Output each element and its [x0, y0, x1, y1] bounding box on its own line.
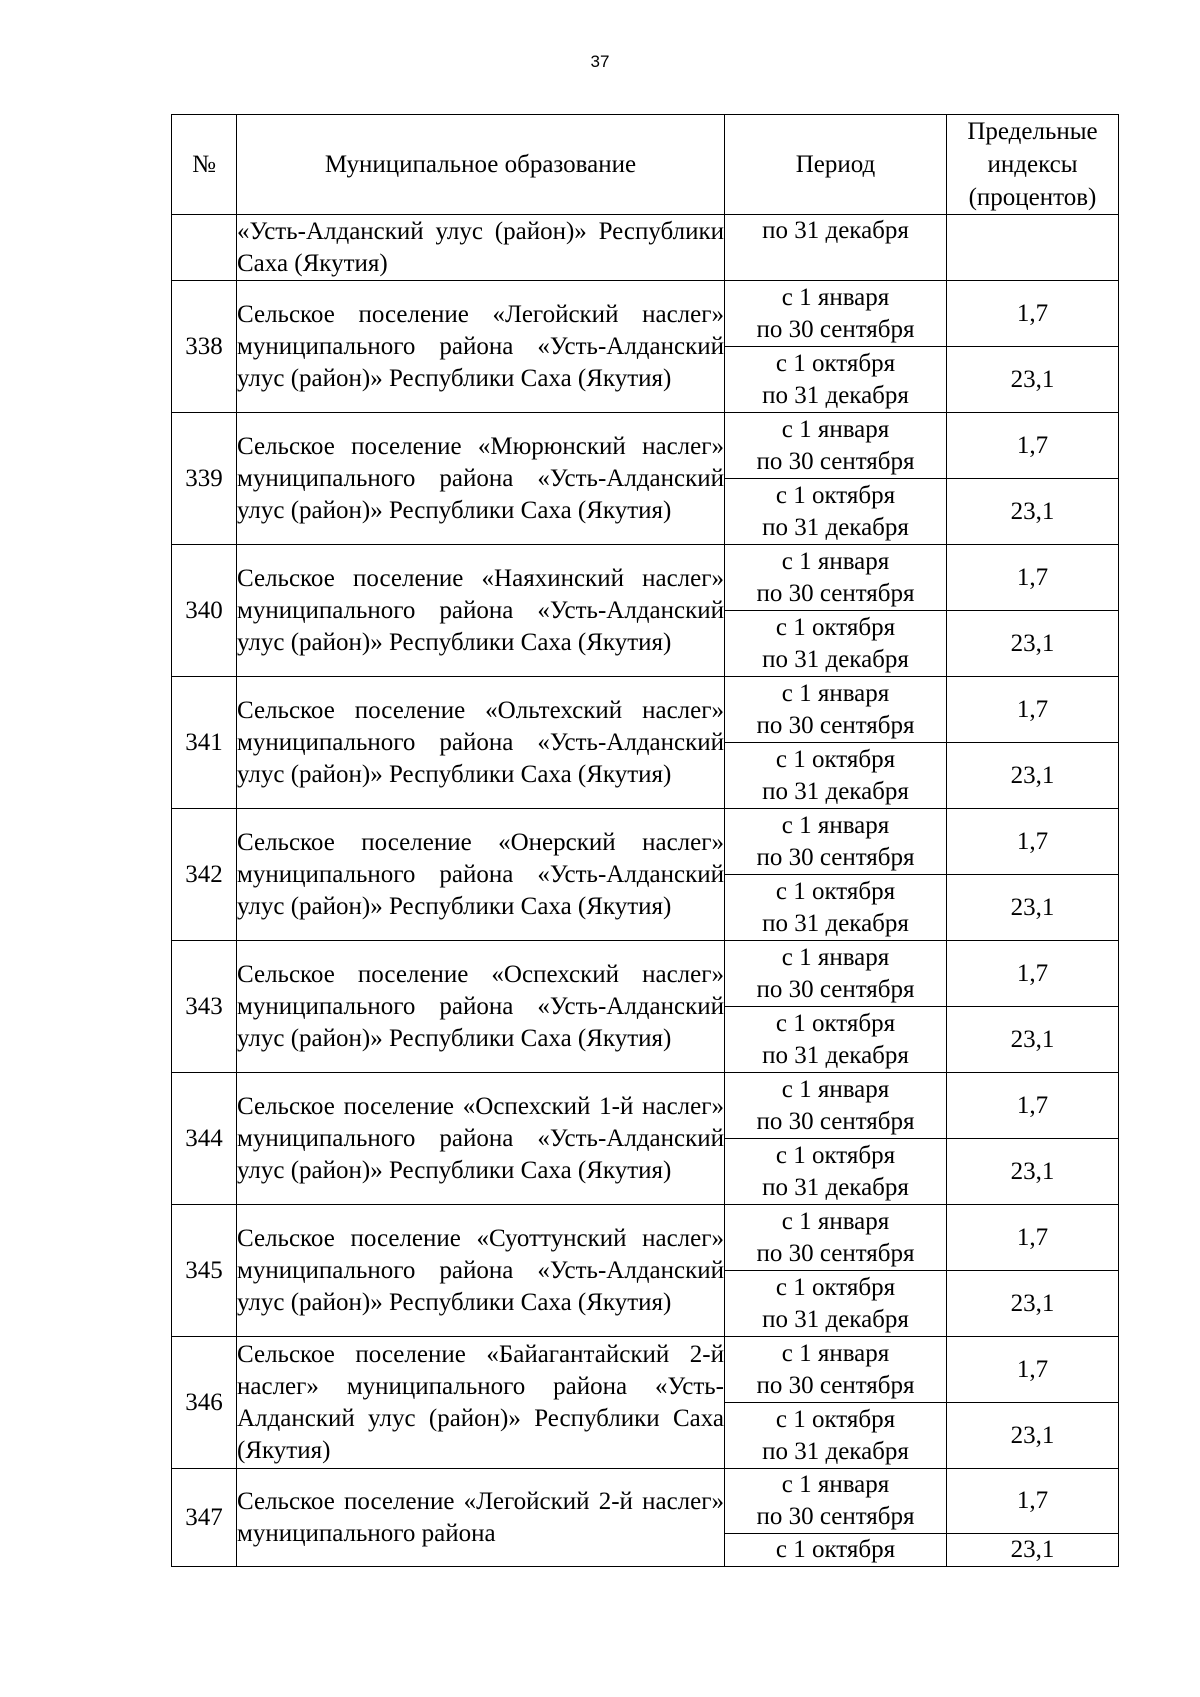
period-to: по 30 сентября	[756, 711, 915, 739]
period-to: по 30 сентября	[756, 1239, 915, 1267]
header-index-line: (процентов)	[968, 184, 1097, 211]
continuation-name-cell: «Усть-Алданский улус (район)» Республики Саха (Якутия)	[237, 215, 725, 281]
row-number-cell: 344	[172, 1073, 237, 1205]
row-municipality-cell: Сельское поселение «Онерский наслег» муниципального района «Усть-Алданский улус (район)» Республики Саха (Якутия)	[237, 809, 725, 941]
period-from: с 1 января	[781, 1339, 890, 1367]
row-municipality-cell: Сельское поселение «Мюрюнский наслег» муниципального района «Усть-Алданский улус (район)» Республики Саха (Якутия)	[237, 413, 725, 545]
continuation-period-cell: по 31 декабря	[725, 215, 947, 281]
table-row	[172, 545, 1119, 611]
period-from: с 1 октября	[775, 877, 896, 905]
period-to: по 31 декабря	[762, 1173, 909, 1201]
row-number-cell: 339	[172, 413, 237, 545]
period-to: по 31 декабря	[762, 1437, 909, 1465]
period-to: по 30 сентября	[756, 843, 915, 871]
period-from: с 1 января	[781, 811, 890, 839]
tariff-index-table	[171, 114, 1119, 1567]
row-municipality-cell: Сельское поселение «Байагантайский 2-й наслег» муниципального района «Усть-Алданский улус (район)» Республики Саха (Якутия)	[237, 1337, 725, 1469]
period-to: по 30 сентября	[756, 579, 915, 607]
row-period-cell	[725, 347, 947, 413]
row-index-cell: 1,7	[947, 677, 1119, 743]
period-from: с 1 октября	[775, 1405, 896, 1433]
period-from: с 1 января	[781, 283, 890, 311]
table-row	[172, 413, 1119, 479]
period-to: по 31 декабря	[762, 1305, 909, 1333]
row-period-cell	[725, 743, 947, 809]
row-index-cell: 23,1	[947, 347, 1119, 413]
table-row	[172, 281, 1119, 347]
row-period-cell	[725, 1073, 947, 1139]
row-index-cell: 23,1	[947, 479, 1119, 545]
row-period-cell	[725, 1007, 947, 1073]
row-index-cell: 1,7	[947, 1205, 1119, 1271]
continuation-number-cell	[172, 215, 237, 281]
row-index-cell: 23,1	[947, 611, 1119, 677]
row-period-cell	[725, 809, 947, 875]
row-index-cell: 1,7	[947, 1337, 1119, 1403]
row-index-cell: 1,7	[947, 809, 1119, 875]
row-number-cell: 345	[172, 1205, 237, 1337]
row-index-cell: 1,7	[947, 281, 1119, 347]
page-number: 37	[590, 52, 610, 71]
row-period-cell	[725, 1139, 947, 1205]
row-period-cell	[725, 875, 947, 941]
header-number: №	[172, 115, 237, 215]
table-row	[172, 1469, 1119, 1534]
row-number-cell: 341	[172, 677, 237, 809]
row-number-cell: 343	[172, 941, 237, 1073]
row-index-cell: 1,7	[947, 1073, 1119, 1139]
header-municipality: Муниципальное образование	[237, 115, 725, 215]
row-period-cell	[725, 479, 947, 545]
header-index-line: Предельные	[967, 118, 1098, 145]
period-to: по 30 сентября	[756, 1107, 915, 1135]
period-to: по 30 сентября	[756, 1503, 915, 1530]
header-index-line: индексы	[987, 151, 1078, 178]
row-index-cell: 23,1	[947, 1139, 1119, 1205]
row-index-cell: 23,1	[947, 1534, 1119, 1567]
row-period-cell	[725, 611, 947, 677]
period-from: с 1 января	[781, 1075, 890, 1103]
row-index-cell: 1,7	[947, 413, 1119, 479]
row-period-cell	[725, 1337, 947, 1403]
table-row	[172, 1337, 1119, 1403]
table-row	[172, 677, 1119, 743]
period-to: по 31 декабря	[762, 513, 909, 541]
row-period-cell	[725, 1271, 947, 1337]
period-to: по 30 сентября	[756, 975, 915, 1003]
period-from: с 1 октября	[775, 1536, 896, 1563]
row-index-cell: 23,1	[947, 875, 1119, 941]
table-row	[172, 941, 1119, 1007]
row-municipality-cell: Сельское поселение «Оспехский 1-й наслег» муниципального района «Усть-Алданский улус (район)» Республики Саха (Якутия)	[237, 1073, 725, 1205]
period-from: с 1 января	[781, 1471, 890, 1498]
row-period-cell	[725, 545, 947, 611]
row-number-cell: 342	[172, 809, 237, 941]
row-number-cell: 346	[172, 1337, 237, 1469]
period-to: по 30 сентября	[756, 315, 915, 343]
row-number-cell: 347	[172, 1469, 237, 1567]
period-to: по 31 декабря	[762, 1041, 909, 1069]
row-period-cell	[725, 1403, 947, 1469]
period-from: с 1 октября	[775, 349, 896, 377]
row-index-cell: 1,7	[947, 545, 1119, 611]
row-index-cell: 23,1	[947, 1007, 1119, 1073]
period-from: с 1 января	[781, 1207, 890, 1235]
period-from: с 1 октября	[775, 1141, 896, 1169]
row-index-cell: 23,1	[947, 1271, 1119, 1337]
period-from: с 1 октября	[775, 1273, 896, 1301]
row-municipality-cell: Сельское поселение «Легойский наслег» муниципального района «Усть-Алданский улус (район)» Республики Саха (Якутия)	[237, 281, 725, 413]
table-header-row	[172, 115, 1119, 215]
period-from: с 1 октября	[775, 1009, 896, 1037]
period-from: с 1 января	[781, 547, 890, 575]
row-period-cell	[725, 677, 947, 743]
row-period-cell	[725, 281, 947, 347]
table-row	[172, 1205, 1119, 1271]
period-from: с 1 января	[781, 679, 890, 707]
period-from: с 1 октября	[775, 481, 896, 509]
continuation-row	[172, 215, 1119, 281]
continuation-index-cell	[947, 215, 1119, 281]
table-row	[172, 809, 1119, 875]
row-index-cell: 1,7	[947, 941, 1119, 1007]
row-number-cell: 340	[172, 545, 237, 677]
row-index-cell: 1,7	[947, 1469, 1119, 1534]
row-municipality-cell: Сельское поселение «Суоттунский наслег» муниципального района «Усть-Алданский улус (район)» Республики Саха (Якутия)	[237, 1205, 725, 1337]
row-period-cell	[725, 1205, 947, 1271]
period-to: по 31 декабря	[762, 909, 909, 937]
period-to: по 30 сентября	[756, 447, 915, 475]
header-index	[947, 115, 1119, 215]
period-to: по 31 декабря	[762, 645, 909, 673]
row-period-cell	[725, 941, 947, 1007]
row-period-cell	[725, 1534, 947, 1567]
table-row	[172, 1073, 1119, 1139]
row-period-cell	[725, 413, 947, 479]
period-to: по 31 декабря	[762, 381, 909, 409]
period-from: с 1 октября	[775, 613, 896, 641]
row-municipality-cell: Сельское поселение «Оспехский наслег» муниципального района «Усть-Алданский улус (район)» Республики Саха (Якутия)	[237, 941, 725, 1073]
period-from: с 1 января	[781, 415, 890, 443]
row-period-cell	[725, 1469, 947, 1534]
period-to: по 31 декабря	[762, 777, 909, 805]
row-municipality-cell: Сельское поселение «Ольтехский наслег» муниципального района «Усть-Алданский улус (район)» Республики Саха (Якутия)	[237, 677, 725, 809]
period-from: с 1 января	[781, 943, 890, 971]
header-period: Период	[725, 115, 947, 215]
period-to: по 30 сентября	[756, 1371, 915, 1399]
row-municipality-cell: Сельское поселение «Легойский 2-й наслег» муниципального района	[237, 1469, 725, 1567]
row-index-cell: 23,1	[947, 1403, 1119, 1469]
row-municipality-cell: Сельское поселение «Наяхинский наслег» муниципального района «Усть-Алданский улус (район)» Республики Саха (Якутия)	[237, 545, 725, 677]
row-number-cell: 338	[172, 281, 237, 413]
row-index-cell: 23,1	[947, 743, 1119, 809]
period-from: с 1 октября	[775, 745, 896, 773]
